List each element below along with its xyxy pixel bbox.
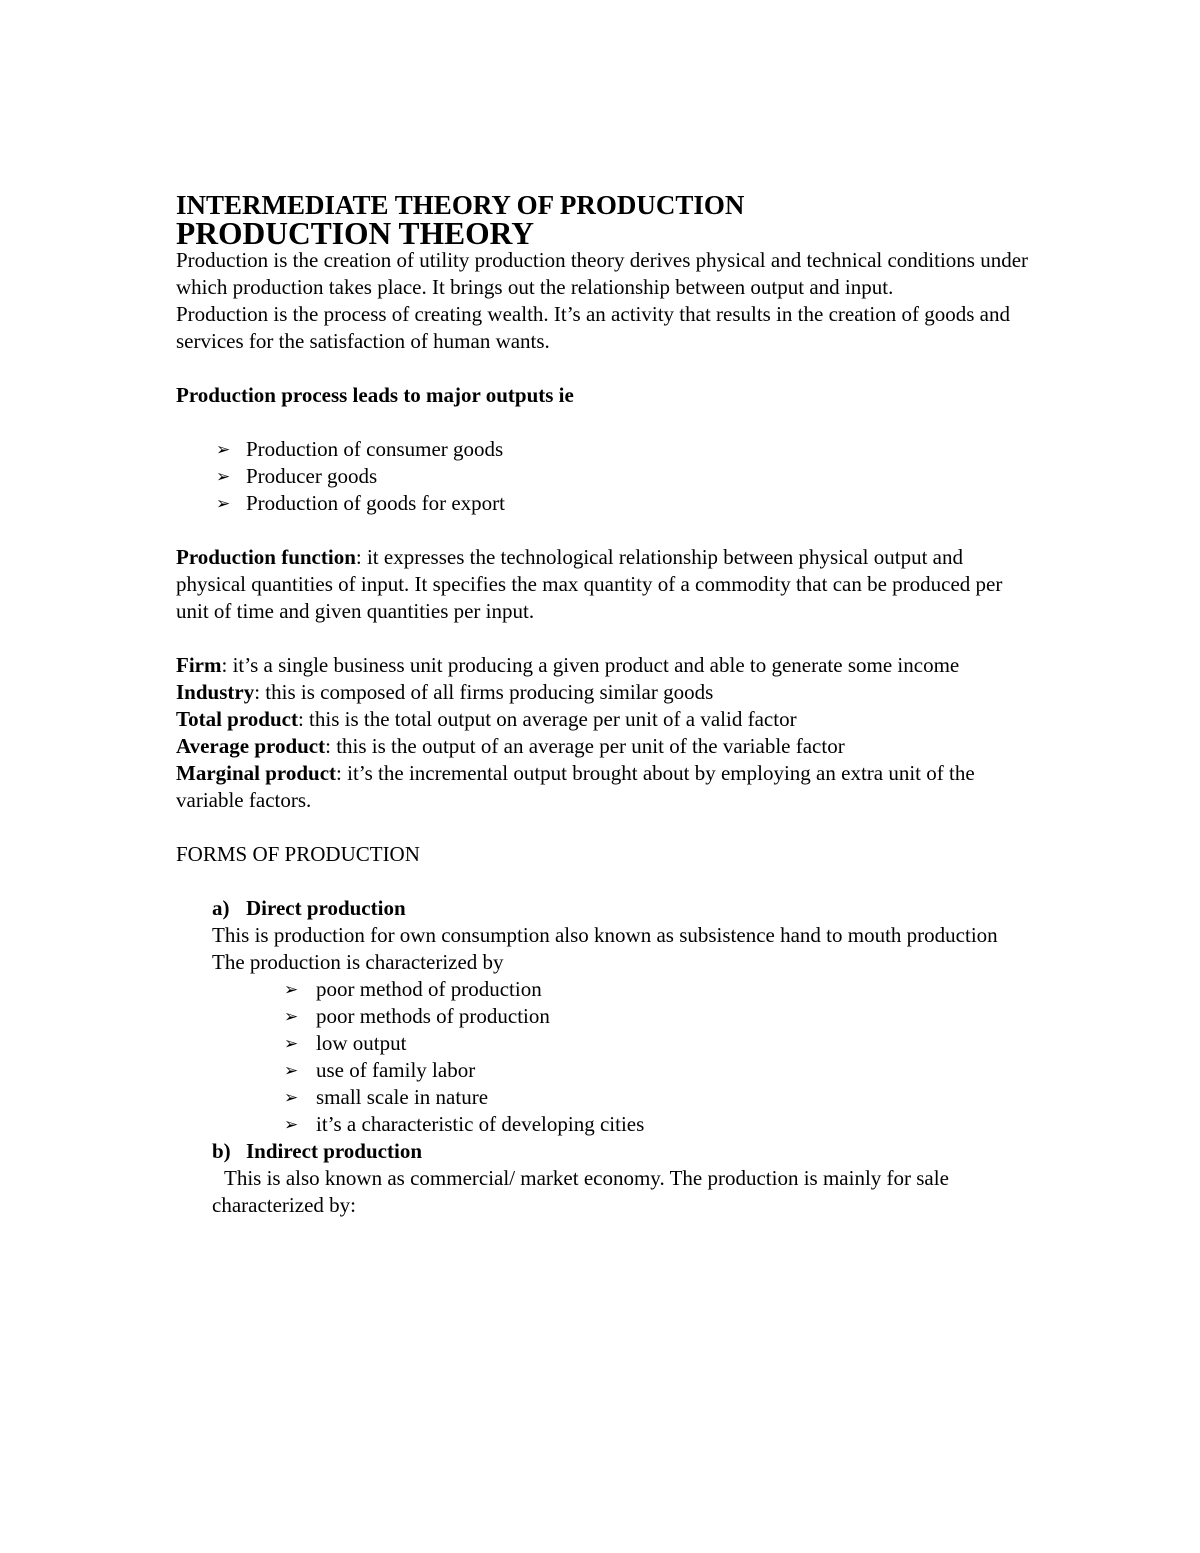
page-title: INTERMEDIATE THEORY OF PRODUCTION bbox=[176, 190, 745, 220]
outputs-heading: Production process leads to major outputs ie bbox=[176, 383, 574, 407]
list-item: ➢ poor methods of production bbox=[284, 1004, 550, 1028]
direct-production-section bbox=[176, 895, 1036, 976]
paragraph-production-definition: Production is the creation of utility production theory derives physical and technical conditions under which production takes place. It brings out the relationship between output and input. bbox=[176, 248, 1029, 299]
outputs-list bbox=[176, 436, 1036, 517]
paragraph-production-function: Production function: it expresses the technological relationship between physical output and physical quantities of input. It specifies the max quantity of a commodity that can be produced per unit of time and given quantities per input. bbox=[176, 545, 1003, 623]
arrow-bullet-icon: ➢ bbox=[216, 440, 231, 459]
arrow-bullet-icon: ➢ bbox=[284, 1034, 299, 1053]
arrow-bullet-icon: ➢ bbox=[284, 1061, 299, 1080]
indirect-production-section bbox=[176, 1138, 1036, 1219]
direct-production-characterized: The production is characterized by bbox=[212, 950, 504, 974]
paragraph-production-wealth: Production is the process of creating wealth. It’s an activity that results in the creation of goods and services for the satisfaction of human wants. bbox=[176, 302, 1010, 353]
list-item: ➢ it’s a characteristic of developing cities bbox=[284, 1112, 645, 1136]
arrow-bullet-icon: ➢ bbox=[284, 1115, 299, 1134]
direct-production-text: This is production for own consumption also known as subsistence hand to mouth production bbox=[212, 923, 998, 947]
direct-production-heading: a) Direct production bbox=[212, 896, 406, 920]
document-body bbox=[176, 190, 1036, 1219]
arrow-bullet-icon: ➢ bbox=[216, 494, 231, 513]
direct-characteristics-list bbox=[176, 976, 1036, 1138]
list-item: ➢ Production of goods for export bbox=[216, 491, 505, 515]
indirect-production-text: This is also known as commercial/ market economy. The production is mainly for sale characterized by: bbox=[212, 1166, 949, 1217]
definition-total-product: Total product: this is the total output on average per unit of a valid factor bbox=[176, 707, 797, 731]
list-item: ➢ poor method of production bbox=[284, 977, 542, 1001]
definition-marginal-product: Marginal product: it’s the incremental output brought about by employing an extra unit of the variable factors. bbox=[176, 761, 975, 812]
definition-average-product: Average product: this is the output of an average per unit of the variable factor bbox=[176, 734, 845, 758]
list-item: ➢ use of family labor bbox=[284, 1058, 476, 1082]
arrow-bullet-icon: ➢ bbox=[284, 1007, 299, 1026]
list-item: ➢ Production of consumer goods bbox=[216, 437, 504, 461]
forms-heading: FORMS OF PRODUCTION bbox=[176, 842, 420, 866]
arrow-bullet-icon: ➢ bbox=[284, 1088, 299, 1107]
definition-industry: Industry: this is composed of all firms producing similar goods bbox=[176, 680, 714, 704]
section-heading-production-theory: PRODUCTION THEORY bbox=[176, 216, 534, 251]
indirect-production-heading: b) Indirect production bbox=[212, 1139, 422, 1163]
list-item: ➢ small scale in nature bbox=[284, 1085, 489, 1109]
list-item: ➢ low output bbox=[284, 1031, 407, 1055]
arrow-bullet-icon: ➢ bbox=[284, 980, 299, 999]
definition-firm: Firm: it’s a single business unit producing a given product and able to generate some income bbox=[176, 653, 960, 677]
list-item: ➢ Producer goods bbox=[216, 464, 378, 488]
arrow-bullet-icon: ➢ bbox=[216, 467, 231, 486]
